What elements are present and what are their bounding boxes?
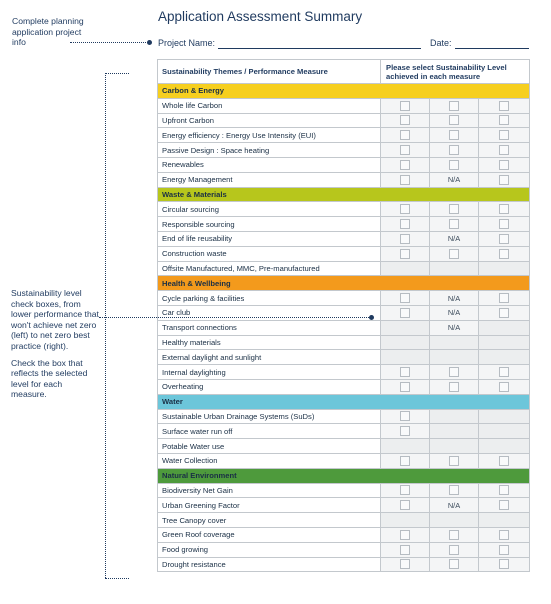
measure-label: External daylight and sunlight: [158, 350, 381, 365]
level-checkbox[interactable]: [499, 530, 509, 540]
measure-row: [158, 98, 530, 113]
level-cell-1: [381, 424, 430, 439]
level-checkbox[interactable]: [400, 175, 410, 185]
level-checkbox[interactable]: [499, 115, 509, 125]
level-cell-3: [479, 172, 530, 187]
level-checkbox[interactable]: [449, 559, 459, 569]
level-checkbox[interactable]: [449, 382, 459, 392]
level-checkbox[interactable]: [449, 456, 459, 466]
not-applicable-text: N/A: [447, 323, 461, 333]
measure-row: [158, 350, 530, 365]
level-cell-1: [381, 202, 430, 217]
project-info-connector-dot: [147, 40, 152, 45]
measure-label: Energy Management: [158, 172, 381, 187]
level-cell-1: [381, 483, 430, 498]
level-cell-1: [381, 320, 430, 335]
measure-label: Sustainable Urban Drainage Systems (SuDs): [158, 409, 381, 424]
measure-label: Circular sourcing: [158, 202, 381, 217]
level-checkbox[interactable]: [400, 293, 410, 303]
measure-row: [158, 172, 530, 187]
level-cell-3: [479, 246, 530, 261]
level-checkbox[interactable]: [400, 456, 410, 466]
level-cell-2: [430, 365, 479, 380]
level-cell-2: [430, 335, 479, 350]
level-cell-1: [381, 246, 430, 261]
level-cell-3: [479, 217, 530, 232]
level-cell-2: [430, 439, 479, 454]
level-checkbox[interactable]: [499, 367, 509, 377]
header-measures: Sustainability Themes / Performance Measure: [158, 60, 381, 84]
level-checkbox[interactable]: [449, 485, 459, 495]
level-cell-3: [479, 157, 530, 172]
section-header-row: [158, 276, 530, 291]
level-checkbox[interactable]: [499, 293, 509, 303]
level-checkbox[interactable]: [400, 130, 410, 140]
level-cell-2: [430, 143, 479, 158]
assessment-table: [157, 59, 530, 572]
level-cell-1: [381, 498, 430, 513]
measure-row: [158, 246, 530, 261]
level-cell-3: [479, 261, 530, 276]
level-cell-3: [479, 409, 530, 424]
measure-label: Transport connections: [158, 320, 381, 335]
level-cell-3: [479, 202, 530, 217]
level-checkbox[interactable]: [400, 530, 410, 540]
level-cell-3: [479, 513, 530, 528]
level-checkbox[interactable]: [449, 545, 459, 555]
not-applicable-text: N/A: [447, 500, 461, 510]
level-cell-3: [479, 557, 530, 572]
level-cell-2: [430, 217, 479, 232]
level-checkbox[interactable]: [400, 367, 410, 377]
section-header-row: [158, 187, 530, 202]
level-checkbox[interactable]: [499, 382, 509, 392]
level-checkbox[interactable]: [400, 426, 410, 436]
table-bracket-top: [105, 73, 129, 74]
measure-row: [158, 320, 530, 335]
measure-label: End of life reusability: [158, 231, 381, 246]
level-cell-1: [381, 231, 430, 246]
not-applicable-text: N/A: [447, 234, 461, 244]
level-cell-1: [381, 128, 430, 143]
measure-label: Offsite Manufactured, MMC, Pre-manufactured: [158, 261, 381, 276]
level-checkbox[interactable]: [499, 500, 509, 510]
level-cell-2: [430, 513, 479, 528]
section-title: Waste & Materials: [158, 187, 530, 202]
level-checkbox[interactable]: [400, 500, 410, 510]
level-cell-1: [381, 527, 430, 542]
level-cell-2: [430, 527, 479, 542]
level-cell-1: [381, 291, 430, 306]
measure-row: [158, 305, 530, 320]
level-checkbox[interactable]: [449, 530, 459, 540]
level-cell-2: [430, 350, 479, 365]
measure-row: [158, 365, 530, 380]
project-info-row: [158, 36, 530, 52]
measure-label: Food growing: [158, 542, 381, 557]
level-checkbox[interactable]: [400, 485, 410, 495]
level-checkbox[interactable]: [449, 160, 459, 170]
level-cell-1: [381, 453, 430, 468]
level-checkbox[interactable]: [449, 101, 459, 111]
level-cell-1: [381, 557, 430, 572]
level-cell-3: [479, 98, 530, 113]
measure-row: [158, 527, 530, 542]
level-checkbox[interactable]: [400, 382, 410, 392]
level-cell-2: [430, 113, 479, 128]
level-cell-2: [430, 320, 479, 335]
not-applicable-text: N/A: [447, 293, 461, 303]
level-cell-2: [430, 453, 479, 468]
level-checkbox[interactable]: [400, 559, 410, 569]
level-checkbox[interactable]: [499, 308, 509, 318]
level-cell-1: [381, 365, 430, 380]
section-title: Carbon & Energy: [158, 84, 530, 99]
level-checkbox[interactable]: [499, 160, 509, 170]
level-checkbox[interactable]: [400, 160, 410, 170]
level-cell-1: [381, 143, 430, 158]
level-checkbox[interactable]: [499, 219, 509, 229]
level-cell-1: [381, 305, 430, 320]
level-cell-2: [430, 231, 479, 246]
measure-row: [158, 409, 530, 424]
checkbox-note: [11, 288, 99, 406]
project-name-field[interactable]: [218, 48, 421, 49]
section-title: Health & Wellbeing: [158, 276, 530, 291]
level-cell-3: [479, 453, 530, 468]
level-cell-3: [479, 231, 530, 246]
measure-label: Passive Design : Space heating: [158, 143, 381, 158]
measure-label: Internal daylighting: [158, 365, 381, 380]
level-cell-1: [381, 350, 430, 365]
level-cell-1: [381, 217, 430, 232]
measure-row: [158, 143, 530, 158]
level-cell-2: [430, 424, 479, 439]
level-cell-2: [430, 157, 479, 172]
level-cell-2: [430, 498, 479, 513]
level-cell-3: [479, 113, 530, 128]
measure-label: Drought resistance: [158, 557, 381, 572]
measure-row: [158, 335, 530, 350]
level-cell-2: [430, 542, 479, 557]
level-checkbox[interactable]: [400, 249, 410, 259]
level-checkbox[interactable]: [400, 219, 410, 229]
level-checkbox[interactable]: [499, 456, 509, 466]
level-cell-3: [479, 143, 530, 158]
level-cell-3: [479, 527, 530, 542]
level-cell-3: [479, 305, 530, 320]
level-checkbox[interactable]: [499, 130, 509, 140]
level-checkbox[interactable]: [400, 115, 410, 125]
level-checkbox[interactable]: [449, 249, 459, 259]
level-cell-3: [479, 379, 530, 394]
measure-label: Overheating: [158, 379, 381, 394]
measure-row: [158, 557, 530, 572]
level-cell-3: [479, 128, 530, 143]
level-cell-2: [430, 557, 479, 572]
level-cell-1: [381, 542, 430, 557]
measure-row: [158, 542, 530, 557]
section-header-row: [158, 468, 530, 483]
level-cell-3: [479, 350, 530, 365]
measure-label: Cycle parking & facilities: [158, 291, 381, 306]
section-header-row: [158, 394, 530, 409]
level-cell-2: [430, 379, 479, 394]
level-cell-3: [479, 439, 530, 454]
level-checkbox[interactable]: [449, 115, 459, 125]
level-cell-3: [479, 483, 530, 498]
level-checkbox[interactable]: [449, 145, 459, 155]
measure-row: [158, 128, 530, 143]
measure-row: [158, 217, 530, 232]
date-label: Date:: [430, 38, 452, 48]
level-checkbox[interactable]: [499, 485, 509, 495]
level-checkbox[interactable]: [449, 367, 459, 377]
level-cell-2: [430, 172, 479, 187]
level-cell-3: [479, 542, 530, 557]
level-checkbox[interactable]: [499, 249, 509, 259]
measure-row: [158, 513, 530, 528]
measure-row: [158, 498, 530, 513]
level-checkbox[interactable]: [449, 204, 459, 214]
level-cell-1: [381, 379, 430, 394]
level-cell-3: [479, 365, 530, 380]
level-cell-1: [381, 172, 430, 187]
level-cell-1: [381, 261, 430, 276]
level-cell-3: [479, 291, 530, 306]
level-checkbox[interactable]: [499, 559, 509, 569]
measure-label: Energy efficiency : Energy Use Intensity (EUI): [158, 128, 381, 143]
table-bracket-line: [105, 73, 106, 578]
level-cell-2: [430, 246, 479, 261]
level-checkbox[interactable]: [400, 545, 410, 555]
measure-label: Potable Water use: [158, 439, 381, 454]
level-cell-2: [430, 409, 479, 424]
measure-label: Water Collection: [158, 453, 381, 468]
measure-row: [158, 202, 530, 217]
project-info-note: Complete planning application project info: [12, 16, 84, 48]
level-cell-1: [381, 113, 430, 128]
level-cell-3: [479, 498, 530, 513]
level-cell-2: [430, 483, 479, 498]
level-cell-1: [381, 409, 430, 424]
level-checkbox[interactable]: [499, 234, 509, 244]
not-applicable-text: N/A: [447, 308, 461, 318]
level-checkbox[interactable]: [400, 411, 410, 421]
checkbox-note-text-1: Sustainability level check boxes, from lower performance that won't achieve net zero (left) to net zero best practice (right).: [11, 288, 99, 351]
measure-label: Biodiversity Net Gain: [158, 483, 381, 498]
measure-row: [158, 157, 530, 172]
measure-row: [158, 453, 530, 468]
level-checkbox[interactable]: [400, 204, 410, 214]
level-checkbox[interactable]: [499, 145, 509, 155]
level-cell-2: [430, 261, 479, 276]
measure-label: Upfront Carbon: [158, 113, 381, 128]
measure-label: Healthy materials: [158, 335, 381, 350]
measure-label: Construction waste: [158, 246, 381, 261]
level-cell-2: [430, 202, 479, 217]
level-checkbox[interactable]: [400, 234, 410, 244]
level-checkbox[interactable]: [400, 101, 410, 111]
table-header-row: [158, 60, 530, 84]
level-cell-2: [430, 98, 479, 113]
level-checkbox[interactable]: [449, 219, 459, 229]
level-cell-3: [479, 424, 530, 439]
level-checkbox[interactable]: [400, 308, 410, 318]
level-checkbox[interactable]: [499, 545, 509, 555]
level-checkbox[interactable]: [449, 130, 459, 140]
level-cell-1: [381, 98, 430, 113]
measure-row: [158, 261, 530, 276]
measure-label: Whole life Carbon: [158, 98, 381, 113]
project-name-label: Project Name:: [158, 38, 216, 48]
level-checkbox[interactable]: [400, 145, 410, 155]
not-applicable-text: N/A: [447, 175, 461, 185]
level-cell-1: [381, 513, 430, 528]
page-title: Application Assessment Summary: [158, 9, 363, 24]
measure-label: Responsible sourcing: [158, 217, 381, 232]
project-info-connector: [70, 42, 148, 43]
level-cell-3: [479, 320, 530, 335]
level-cell-3: [479, 335, 530, 350]
level-cell-2: [430, 128, 479, 143]
level-cell-1: [381, 439, 430, 454]
measure-row: [158, 231, 530, 246]
level-checkbox[interactable]: [499, 101, 509, 111]
level-checkbox[interactable]: [499, 175, 509, 185]
measure-row: [158, 113, 530, 128]
measure-row: [158, 483, 530, 498]
section-header-row: [158, 84, 530, 99]
measure-row: [158, 439, 530, 454]
measure-label: Green Roof coverage: [158, 527, 381, 542]
level-cell-2: [430, 305, 479, 320]
header-levels: Please select Sustainability Level achieved in each measure: [381, 60, 530, 84]
date-field[interactable]: [455, 48, 529, 49]
level-checkbox[interactable]: [499, 204, 509, 214]
measure-row: [158, 291, 530, 306]
section-title: Natural Environment: [158, 468, 530, 483]
section-title: Water: [158, 394, 530, 409]
measure-label: Urban Greening Factor: [158, 498, 381, 513]
measure-label: Car club: [158, 305, 381, 320]
level-cell-1: [381, 157, 430, 172]
measure-label: Renewables: [158, 157, 381, 172]
table-bracket-bottom: [105, 578, 129, 579]
measure-row: [158, 424, 530, 439]
level-cell-2: [430, 291, 479, 306]
checkbox-note-text-2: Check the box that reflects the selected level for each measure.: [11, 357, 88, 400]
measure-row: [158, 379, 530, 394]
measure-label: Tree Canopy cover: [158, 513, 381, 528]
measure-label: Surface water run off: [158, 424, 381, 439]
level-cell-1: [381, 335, 430, 350]
